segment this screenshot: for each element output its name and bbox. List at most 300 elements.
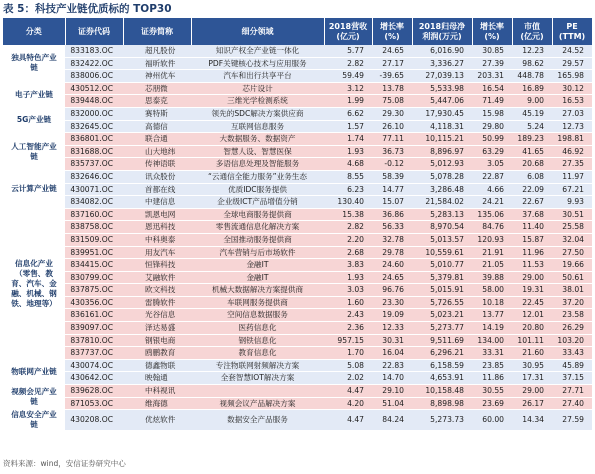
revenue-growth-cell: 84.24 bbox=[372, 410, 412, 431]
security-name-cell: 赛特斯 bbox=[123, 107, 191, 120]
net-profit-cell: 5,726.55 bbox=[412, 296, 472, 309]
security-code-cell: 837875.OC bbox=[65, 284, 123, 297]
revenue-cell: 1.93 bbox=[324, 271, 372, 284]
net-profit-cell: 5,273.77 bbox=[412, 322, 472, 335]
pe-ttm-cell: 50.61 bbox=[552, 271, 592, 284]
category-cell: 视频会见产业链 bbox=[3, 385, 65, 410]
segment-cell: 专注物联网射频解决方案 bbox=[191, 359, 324, 372]
revenue-cell: 4.68 bbox=[324, 158, 372, 171]
net-profit-cell: 10,559.61 bbox=[412, 246, 472, 259]
profit-growth-cell: 24.21 bbox=[472, 196, 512, 209]
table-row bbox=[3, 410, 592, 431]
security-code-cell: 834082.OC bbox=[65, 196, 123, 209]
revenue-growth-cell: 26.10 bbox=[372, 120, 412, 133]
security-code-cell: 830799.OC bbox=[65, 271, 123, 284]
table-row bbox=[3, 95, 592, 108]
net-profit-cell: 17,930.45 bbox=[412, 107, 472, 120]
revenue-cell: 3.83 bbox=[324, 259, 372, 272]
net-profit-cell: 5,533.98 bbox=[412, 82, 472, 95]
segment-cell: 全套智慧IOT解决方案 bbox=[191, 372, 324, 385]
table-row bbox=[3, 359, 592, 372]
security-code-cell: 839448.OC bbox=[65, 95, 123, 108]
pe-ttm-cell: 25.58 bbox=[552, 221, 592, 234]
security-name-cell: 泽达易盛 bbox=[123, 322, 191, 335]
revenue-growth-cell: 14.77 bbox=[372, 183, 412, 196]
revenue-cell: 2.43 bbox=[324, 309, 372, 322]
segment-cell: 企业级ICT产品增值分销 bbox=[191, 196, 324, 209]
pe-ttm-cell: 27.71 bbox=[552, 385, 592, 398]
security-name-cell: 首都在线 bbox=[123, 183, 191, 196]
segment-cell bbox=[191, 385, 324, 398]
market-cap-cell: 19.31 bbox=[512, 284, 552, 297]
security-code-cell: 836161.OC bbox=[65, 309, 123, 322]
security-code-cell: 837810.OC bbox=[65, 334, 123, 347]
net-profit-cell: 5,379.81 bbox=[412, 271, 472, 284]
revenue-growth-cell: 36.73 bbox=[372, 145, 412, 158]
market-cap-cell: 26.17 bbox=[512, 397, 552, 410]
revenue-cell: 3.03 bbox=[324, 284, 372, 297]
market-cap-cell: 37.68 bbox=[512, 208, 552, 221]
pe-ttm-cell: 23.58 bbox=[552, 309, 592, 322]
market-cap-cell: 29.00 bbox=[512, 271, 552, 284]
market-cap-cell: 101.11 bbox=[512, 334, 552, 347]
table-row bbox=[3, 334, 592, 347]
revenue-growth-cell: 32.78 bbox=[372, 233, 412, 246]
profit-growth-cell: 84.76 bbox=[472, 221, 512, 234]
pe-ttm-cell: 26.29 bbox=[552, 322, 592, 335]
revenue-growth-cell: 30.31 bbox=[372, 334, 412, 347]
pe-ttm-cell: 30.51 bbox=[552, 208, 592, 221]
security-code-cell: 836801.OC bbox=[65, 133, 123, 146]
profit-growth-cell: 50.99 bbox=[472, 133, 512, 146]
pe-ttm-cell: 30.12 bbox=[552, 82, 592, 95]
security-name-cell: 高德信 bbox=[123, 120, 191, 133]
market-cap-cell: 30.95 bbox=[512, 359, 552, 372]
security-name-cell: 联合通 bbox=[123, 133, 191, 146]
segment-cell: 金融IT bbox=[191, 271, 324, 284]
market-cap-cell: 41.65 bbox=[512, 145, 552, 158]
revenue-growth-cell: 24.60 bbox=[372, 259, 412, 272]
security-name-cell: 雷腾软件 bbox=[123, 296, 191, 309]
category-cell: 5G产业链 bbox=[3, 107, 65, 132]
net-profit-cell: 5,012.93 bbox=[412, 158, 472, 171]
revenue-cell: 1.60 bbox=[324, 296, 372, 309]
pe-ttm-cell: 12.73 bbox=[552, 120, 592, 133]
security-name-cell: 用友汽车 bbox=[123, 246, 191, 259]
segment-cell: 钢铁信息化 bbox=[191, 334, 324, 347]
security-code-cell: 430071.OC bbox=[65, 183, 123, 196]
security-name-cell: 神州优车 bbox=[123, 70, 191, 83]
revenue-growth-cell: 24.65 bbox=[372, 271, 412, 284]
revenue-cell: 2.82 bbox=[324, 221, 372, 234]
net-profit-cell: 6,016.90 bbox=[412, 45, 472, 57]
segment-cell: 汽车和出行共享平台 bbox=[191, 70, 324, 83]
segment-cell: 零售流通信息化解决方案 bbox=[191, 221, 324, 234]
market-cap-cell: 11.40 bbox=[512, 221, 552, 234]
pe-ttm-cell: 27.35 bbox=[552, 158, 592, 171]
profit-growth-cell: 14.19 bbox=[472, 322, 512, 335]
market-cap-cell: 17.31 bbox=[512, 372, 552, 385]
profit-growth-cell: 16.54 bbox=[472, 82, 512, 95]
revenue-cell: 1.93 bbox=[324, 145, 372, 158]
security-name-cell: 山大地纬 bbox=[123, 145, 191, 158]
net-profit-cell: 5,273.73 bbox=[412, 410, 472, 431]
profit-growth-cell: 27.39 bbox=[472, 57, 512, 70]
net-profit-cell: 8,896.97 bbox=[412, 145, 472, 158]
table-title: 表 5：科技产业链优质标的 TOP30 bbox=[3, 3, 172, 15]
revenue-growth-cell: 56.33 bbox=[372, 221, 412, 234]
security-code-cell: 835737.OC bbox=[65, 158, 123, 171]
profit-growth-cell: 13.77 bbox=[472, 309, 512, 322]
net-profit-cell: 5,447.06 bbox=[412, 95, 472, 108]
security-name-cell: 凯恩电网 bbox=[123, 208, 191, 221]
revenue-cell: 2.36 bbox=[324, 322, 372, 335]
table-row bbox=[3, 347, 592, 360]
security-code-cell: 837160.OC bbox=[65, 208, 123, 221]
segment-cell: 汽车营销与后市场软件 bbox=[191, 246, 324, 259]
column-header: 分类 bbox=[3, 18, 65, 45]
security-name-cell: 超凡股份 bbox=[123, 45, 191, 57]
column-header: 2018营收 (亿元) bbox=[324, 18, 372, 45]
pe-ttm-cell: 38.01 bbox=[552, 284, 592, 297]
table-row bbox=[3, 372, 592, 385]
revenue-growth-cell: 16.04 bbox=[372, 347, 412, 360]
pe-ttm-cell: 27.50 bbox=[552, 246, 592, 259]
pe-ttm-cell: 27.59 bbox=[552, 410, 592, 431]
pe-ttm-cell: 32.04 bbox=[552, 233, 592, 246]
security-code-cell: 839951.OC bbox=[65, 246, 123, 259]
security-name-cell: 中科奥泰 bbox=[123, 233, 191, 246]
net-profit-cell: 10,115.21 bbox=[412, 133, 472, 146]
security-code-cell: 430208.OC bbox=[65, 410, 123, 431]
security-name-cell: 芯朋微 bbox=[123, 82, 191, 95]
profit-growth-cell: 22.87 bbox=[472, 170, 512, 183]
market-cap-cell: 11.53 bbox=[512, 259, 552, 272]
revenue-growth-cell: 12.33 bbox=[372, 322, 412, 335]
table-row bbox=[3, 158, 592, 171]
net-profit-cell: 5,283.13 bbox=[412, 208, 472, 221]
pe-ttm-cell: 27.40 bbox=[552, 397, 592, 410]
pe-ttm-cell: 19.66 bbox=[552, 259, 592, 272]
profit-growth-cell: 135.06 bbox=[472, 208, 512, 221]
revenue-growth-cell: 29.10 bbox=[372, 385, 412, 398]
security-name-cell: 传神语联 bbox=[123, 158, 191, 171]
column-header: PE (TTM) bbox=[552, 18, 592, 45]
revenue-growth-cell: 13.78 bbox=[372, 82, 412, 95]
segment-cell: 教育信息化 bbox=[191, 347, 324, 360]
table-row bbox=[3, 246, 592, 259]
security-code-cell: 832645.OC bbox=[65, 120, 123, 133]
market-cap-cell: 14.34 bbox=[512, 410, 552, 431]
table-row bbox=[3, 309, 592, 322]
profit-growth-cell: 10.18 bbox=[472, 296, 512, 309]
net-profit-cell: 6,158.59 bbox=[412, 359, 472, 372]
segment-cell: 数据安全产品服务 bbox=[191, 410, 324, 431]
table-row bbox=[3, 322, 592, 335]
security-name-cell: 映翰通 bbox=[123, 372, 191, 385]
revenue-growth-cell: -39.65 bbox=[372, 70, 412, 83]
pe-ttm-cell: 33.43 bbox=[552, 347, 592, 360]
table-row bbox=[3, 170, 592, 183]
profit-growth-cell: 203.31 bbox=[472, 70, 512, 83]
security-name-cell: 欧文科技 bbox=[123, 284, 191, 297]
security-code-cell: 430074.OC bbox=[65, 359, 123, 372]
profit-growth-cell: 120.93 bbox=[472, 233, 512, 246]
revenue-cell: 2.20 bbox=[324, 233, 372, 246]
net-profit-cell: 27,039.13 bbox=[412, 70, 472, 83]
security-name-cell: 艾融软件 bbox=[123, 271, 191, 284]
category-cell: 信息安全产业链 bbox=[3, 410, 65, 431]
revenue-growth-cell: 29.78 bbox=[372, 246, 412, 259]
net-profit-cell: 3,286.48 bbox=[412, 183, 472, 196]
pe-ttm-cell: 45.89 bbox=[552, 359, 592, 372]
security-name-cell: 中科视讯 bbox=[123, 385, 191, 398]
revenue-cell: 2.68 bbox=[324, 246, 372, 259]
revenue-growth-cell: 75.08 bbox=[372, 95, 412, 108]
profit-growth-cell: 23.69 bbox=[472, 397, 512, 410]
table-row bbox=[3, 233, 592, 246]
market-cap-cell: 16.89 bbox=[512, 82, 552, 95]
security-code-cell: 831509.OC bbox=[65, 233, 123, 246]
revenue-cell: 4.47 bbox=[324, 385, 372, 398]
security-name-cell: 鸥鹏教育 bbox=[123, 347, 191, 360]
revenue-growth-cell: 14.70 bbox=[372, 372, 412, 385]
segment-cell: 优质IDC服务提供 bbox=[191, 183, 324, 196]
pe-ttm-cell: 46.92 bbox=[552, 145, 592, 158]
table-row bbox=[3, 397, 592, 410]
revenue-cell: 5.77 bbox=[324, 45, 372, 57]
revenue-growth-cell: 23.30 bbox=[372, 296, 412, 309]
market-cap-cell: 22.67 bbox=[512, 196, 552, 209]
table-row bbox=[3, 221, 592, 234]
security-code-cell: 430512.OC bbox=[65, 82, 123, 95]
security-name-cell: 思泰克 bbox=[123, 95, 191, 108]
market-cap-cell: 22.09 bbox=[512, 183, 552, 196]
table-row bbox=[3, 133, 592, 146]
security-name-cell: 恒锋科技 bbox=[123, 259, 191, 272]
revenue-growth-cell: 19.09 bbox=[372, 309, 412, 322]
table-row bbox=[3, 196, 592, 209]
security-code-cell: 832422.OC bbox=[65, 57, 123, 70]
pe-ttm-cell: 9.93 bbox=[552, 196, 592, 209]
security-name-cell: 德鑫物联 bbox=[123, 359, 191, 372]
market-cap-cell: 9.00 bbox=[512, 95, 552, 108]
revenue-cell: 1.99 bbox=[324, 95, 372, 108]
market-cap-cell: 45.19 bbox=[512, 107, 552, 120]
table-row bbox=[3, 82, 592, 95]
table-row bbox=[3, 385, 592, 398]
market-cap-cell: 20.68 bbox=[512, 158, 552, 171]
revenue-cell: 2.02 bbox=[324, 372, 372, 385]
net-profit-cell: 4,118.31 bbox=[412, 120, 472, 133]
revenue-cell: 8.55 bbox=[324, 170, 372, 183]
market-cap-cell: 15.87 bbox=[512, 233, 552, 246]
table-row bbox=[3, 145, 592, 158]
market-cap-cell: 5.24 bbox=[512, 120, 552, 133]
column-header: 增长率 (%) bbox=[372, 18, 412, 45]
market-cap-cell: 11.96 bbox=[512, 246, 552, 259]
revenue-growth-cell: 58.39 bbox=[372, 170, 412, 183]
security-code-cell: 831688.OC bbox=[65, 145, 123, 158]
segment-cell: 金融IT bbox=[191, 259, 324, 272]
revenue-cell: 1.70 bbox=[324, 347, 372, 360]
profit-growth-cell: 29.80 bbox=[472, 120, 512, 133]
security-code-cell: 833183.OC bbox=[65, 45, 123, 57]
security-name-cell: 光谷信息 bbox=[123, 309, 191, 322]
revenue-cell: 6.23 bbox=[324, 183, 372, 196]
security-code-cell: 839097.OC bbox=[65, 322, 123, 335]
pe-ttm-cell: 29.57 bbox=[552, 57, 592, 70]
profit-growth-cell: 23.85 bbox=[472, 359, 512, 372]
column-header: 证券简称 bbox=[123, 18, 191, 45]
pe-ttm-cell: 198.81 bbox=[552, 133, 592, 146]
table-row bbox=[3, 208, 592, 221]
revenue-cell: 5.08 bbox=[324, 359, 372, 372]
security-name-cell: 维海德 bbox=[123, 397, 191, 410]
profit-growth-cell: 33.31 bbox=[472, 347, 512, 360]
segment-cell: 车联网服务提供商 bbox=[191, 296, 324, 309]
revenue-cell: 130.40 bbox=[324, 196, 372, 209]
segment-cell: 互联网信息服务 bbox=[191, 120, 324, 133]
segment-cell: 知识产权全产业链一体化 bbox=[191, 45, 324, 57]
category-cell: 电子产业链 bbox=[3, 82, 65, 107]
security-code-cell: 430356.OC bbox=[65, 296, 123, 309]
revenue-growth-cell: 51.04 bbox=[372, 397, 412, 410]
profit-growth-cell: 63.29 bbox=[472, 145, 512, 158]
security-name-cell: 福昕软件 bbox=[123, 57, 191, 70]
category-cell: 信息化产业（零售、教育、汽车、金融、机械、钢铁、地理等） bbox=[3, 208, 65, 359]
column-header: 细分领域 bbox=[191, 18, 324, 45]
profit-growth-cell: 15.98 bbox=[472, 107, 512, 120]
segment-cell: 智慧人设、智慧医保 bbox=[191, 145, 324, 158]
revenue-growth-cell: 96.76 bbox=[372, 284, 412, 297]
net-profit-cell: 5,023.21 bbox=[412, 309, 472, 322]
column-header: 增长率 (%) bbox=[472, 18, 512, 45]
security-name-cell: 优炫软件 bbox=[123, 410, 191, 431]
revenue-cell: 6.62 bbox=[324, 107, 372, 120]
table-row bbox=[3, 271, 592, 284]
profit-growth-cell: 60.00 bbox=[472, 410, 512, 431]
revenue-cell: 4.47 bbox=[324, 410, 372, 431]
profit-growth-cell: 21.05 bbox=[472, 259, 512, 272]
revenue-growth-cell: 27.17 bbox=[372, 57, 412, 70]
revenue-cell: 1.57 bbox=[324, 120, 372, 133]
revenue-cell: 3.12 bbox=[324, 82, 372, 95]
column-header: 2018归母净 利润(万元) bbox=[412, 18, 472, 45]
table-row bbox=[3, 120, 592, 133]
segment-cell: PDF关键核心技术与应用服务 bbox=[191, 57, 324, 70]
security-code-cell: 837737.OC bbox=[65, 347, 123, 360]
profit-growth-cell: 134.00 bbox=[472, 334, 512, 347]
net-profit-cell: 5,013.57 bbox=[412, 233, 472, 246]
security-code-cell: 838758.OC bbox=[65, 221, 123, 234]
pe-ttm-cell: 37.20 bbox=[552, 296, 592, 309]
segment-cell: 全球电商服务提供商 bbox=[191, 208, 324, 221]
security-name-cell: 讯众股份 bbox=[123, 170, 191, 183]
net-profit-cell: 21,584.02 bbox=[412, 196, 472, 209]
pe-ttm-cell: 11.97 bbox=[552, 170, 592, 183]
pe-ttm-cell: 27.03 bbox=[552, 107, 592, 120]
profit-growth-cell: 11.86 bbox=[472, 372, 512, 385]
net-profit-cell: 10,158.48 bbox=[412, 385, 472, 398]
revenue-growth-cell: 77.11 bbox=[372, 133, 412, 146]
security-code-cell: 832646.OC bbox=[65, 170, 123, 183]
pe-ttm-cell: 37.15 bbox=[552, 372, 592, 385]
revenue-cell: 957.15 bbox=[324, 334, 372, 347]
stock-table bbox=[3, 18, 593, 431]
security-code-cell: 871053.OC bbox=[65, 397, 123, 410]
security-code-cell: 839628.OC bbox=[65, 385, 123, 398]
table-body bbox=[3, 45, 592, 431]
table-row bbox=[3, 107, 592, 120]
category-cell: 人工智能产业链 bbox=[3, 133, 65, 171]
market-cap-cell: 448.78 bbox=[512, 70, 552, 83]
table-row bbox=[3, 259, 592, 272]
pe-ttm-cell: 103.20 bbox=[552, 334, 592, 347]
net-profit-cell: 5,078.28 bbox=[412, 170, 472, 183]
column-header: 证券代码 bbox=[65, 18, 123, 45]
segment-cell: 视频会议产品解决方案 bbox=[191, 397, 324, 410]
pe-ttm-cell: 16.53 bbox=[552, 95, 592, 108]
revenue-cell: 59.49 bbox=[324, 70, 372, 83]
profit-growth-cell: 30.55 bbox=[472, 385, 512, 398]
market-cap-cell: 21.60 bbox=[512, 347, 552, 360]
net-profit-cell: 4,653.91 bbox=[412, 372, 472, 385]
net-profit-cell: 5,015.91 bbox=[412, 284, 472, 297]
revenue-growth-cell: 36.86 bbox=[372, 208, 412, 221]
profit-growth-cell: 39.88 bbox=[472, 271, 512, 284]
revenue-cell: 4.20 bbox=[324, 397, 372, 410]
pe-ttm-cell: 24.52 bbox=[552, 45, 592, 57]
table-row bbox=[3, 183, 592, 196]
security-code-cell: 834415.OC bbox=[65, 259, 123, 272]
pe-ttm-cell: 165.98 bbox=[552, 70, 592, 83]
source-note: 资料来源：wind，安信证券研究中心 bbox=[3, 459, 126, 468]
table-row bbox=[3, 45, 592, 57]
security-code-cell: 430642.OC bbox=[65, 372, 123, 385]
segment-cell: 三维光学检测系统 bbox=[191, 95, 324, 108]
revenue-cell: 2.82 bbox=[324, 57, 372, 70]
revenue-cell: 1.74 bbox=[324, 133, 372, 146]
market-cap-cell: 98.62 bbox=[512, 57, 552, 70]
profit-growth-cell: 4.66 bbox=[472, 183, 512, 196]
segment-cell: 领先的SDC解决方案供应商 bbox=[191, 107, 324, 120]
net-profit-cell: 3,336.27 bbox=[412, 57, 472, 70]
market-cap-cell: 6.08 bbox=[512, 170, 552, 183]
net-profit-cell: 9,511.69 bbox=[412, 334, 472, 347]
net-profit-cell: 8,970.54 bbox=[412, 221, 472, 234]
table-row bbox=[3, 284, 592, 297]
market-cap-cell: 12.01 bbox=[512, 309, 552, 322]
profit-growth-cell: 58.00 bbox=[472, 284, 512, 297]
net-profit-cell: 8,898.98 bbox=[412, 397, 472, 410]
category-cell: 物联网产业链 bbox=[3, 359, 65, 384]
net-profit-cell: 5,010.77 bbox=[412, 259, 472, 272]
header-row bbox=[3, 18, 592, 45]
revenue-growth-cell: 15.07 bbox=[372, 196, 412, 209]
security-code-cell: 832000.OC bbox=[65, 107, 123, 120]
segment-cell: “云通信全能力服务”业务生态 bbox=[191, 170, 324, 183]
segment-cell: 医药信息化 bbox=[191, 322, 324, 335]
security-name-cell: 钢银电商 bbox=[123, 334, 191, 347]
revenue-growth-cell: -0.12 bbox=[372, 158, 412, 171]
profit-growth-cell: 21.91 bbox=[472, 246, 512, 259]
revenue-growth-cell: 29.30 bbox=[372, 107, 412, 120]
security-code-cell: 838006.OC bbox=[65, 70, 123, 83]
market-cap-cell: 29.00 bbox=[512, 385, 552, 398]
table-row bbox=[3, 296, 592, 309]
market-cap-cell: 20.80 bbox=[512, 322, 552, 335]
